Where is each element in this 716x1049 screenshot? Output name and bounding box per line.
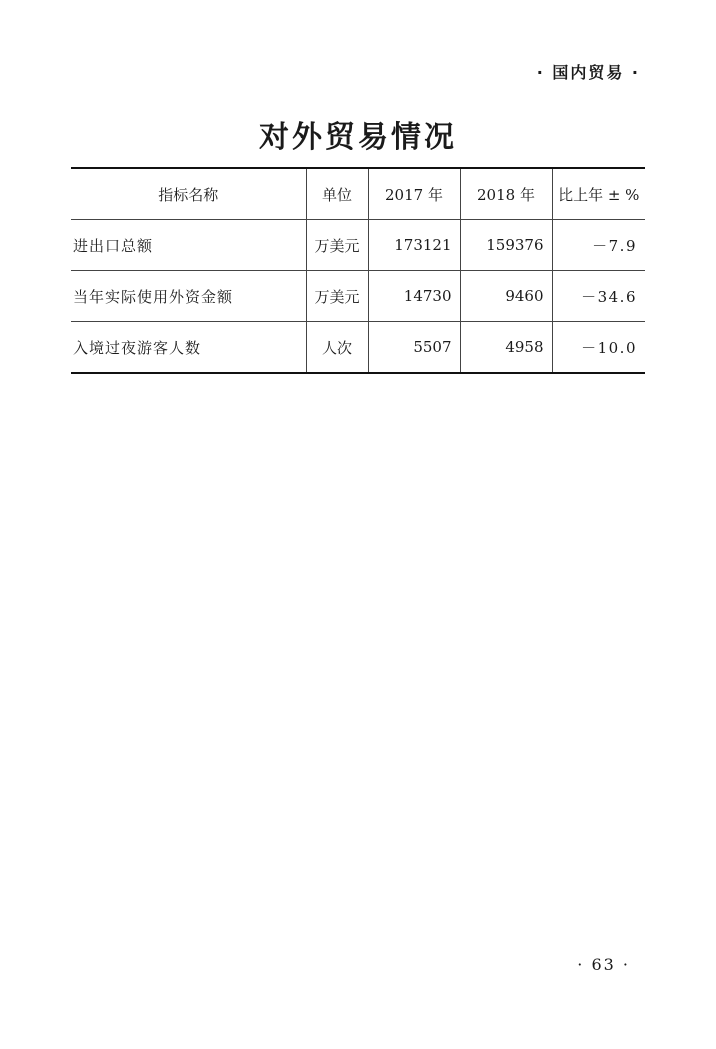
header-unit: 单位 bbox=[306, 168, 368, 220]
header-indicator-name: 指标名称 bbox=[71, 168, 306, 220]
row-indicator-name: 当年实际使用外资金额 bbox=[71, 271, 306, 322]
table-row bbox=[71, 271, 645, 322]
table-row bbox=[71, 220, 645, 271]
row-value-2018: 9460 bbox=[460, 271, 552, 322]
row-value-2018: 159376 bbox=[460, 220, 552, 271]
trade-table bbox=[71, 167, 645, 374]
row-change: －10.0 bbox=[552, 322, 645, 374]
header-year-2018: 2018 年 bbox=[460, 168, 552, 220]
row-change: －7.9 bbox=[552, 220, 645, 271]
row-change: －34.6 bbox=[552, 271, 645, 322]
row-unit: 人次 bbox=[306, 322, 368, 374]
table-row bbox=[71, 322, 645, 374]
row-unit: 万美元 bbox=[306, 271, 368, 322]
row-value-2017: 5507 bbox=[368, 322, 460, 374]
row-value-2018: 4958 bbox=[460, 322, 552, 374]
header-change: 比上年 ± % bbox=[552, 168, 645, 220]
page-title: 对外贸易情况 bbox=[259, 120, 457, 155]
row-indicator-name: 入境过夜游客人数 bbox=[73, 338, 202, 357]
row-indicator-name: 进出口总额 bbox=[71, 220, 306, 271]
row-value-2017: 173121 bbox=[368, 220, 460, 271]
running-header: · 国内贸易 · bbox=[536, 63, 640, 82]
row-value-2017: 14730 bbox=[368, 271, 460, 322]
table-header-row bbox=[71, 168, 645, 220]
page-number: · 63 · bbox=[577, 955, 630, 974]
row-unit: 万美元 bbox=[306, 220, 368, 271]
header-year-2017: 2017 年 bbox=[368, 168, 460, 220]
